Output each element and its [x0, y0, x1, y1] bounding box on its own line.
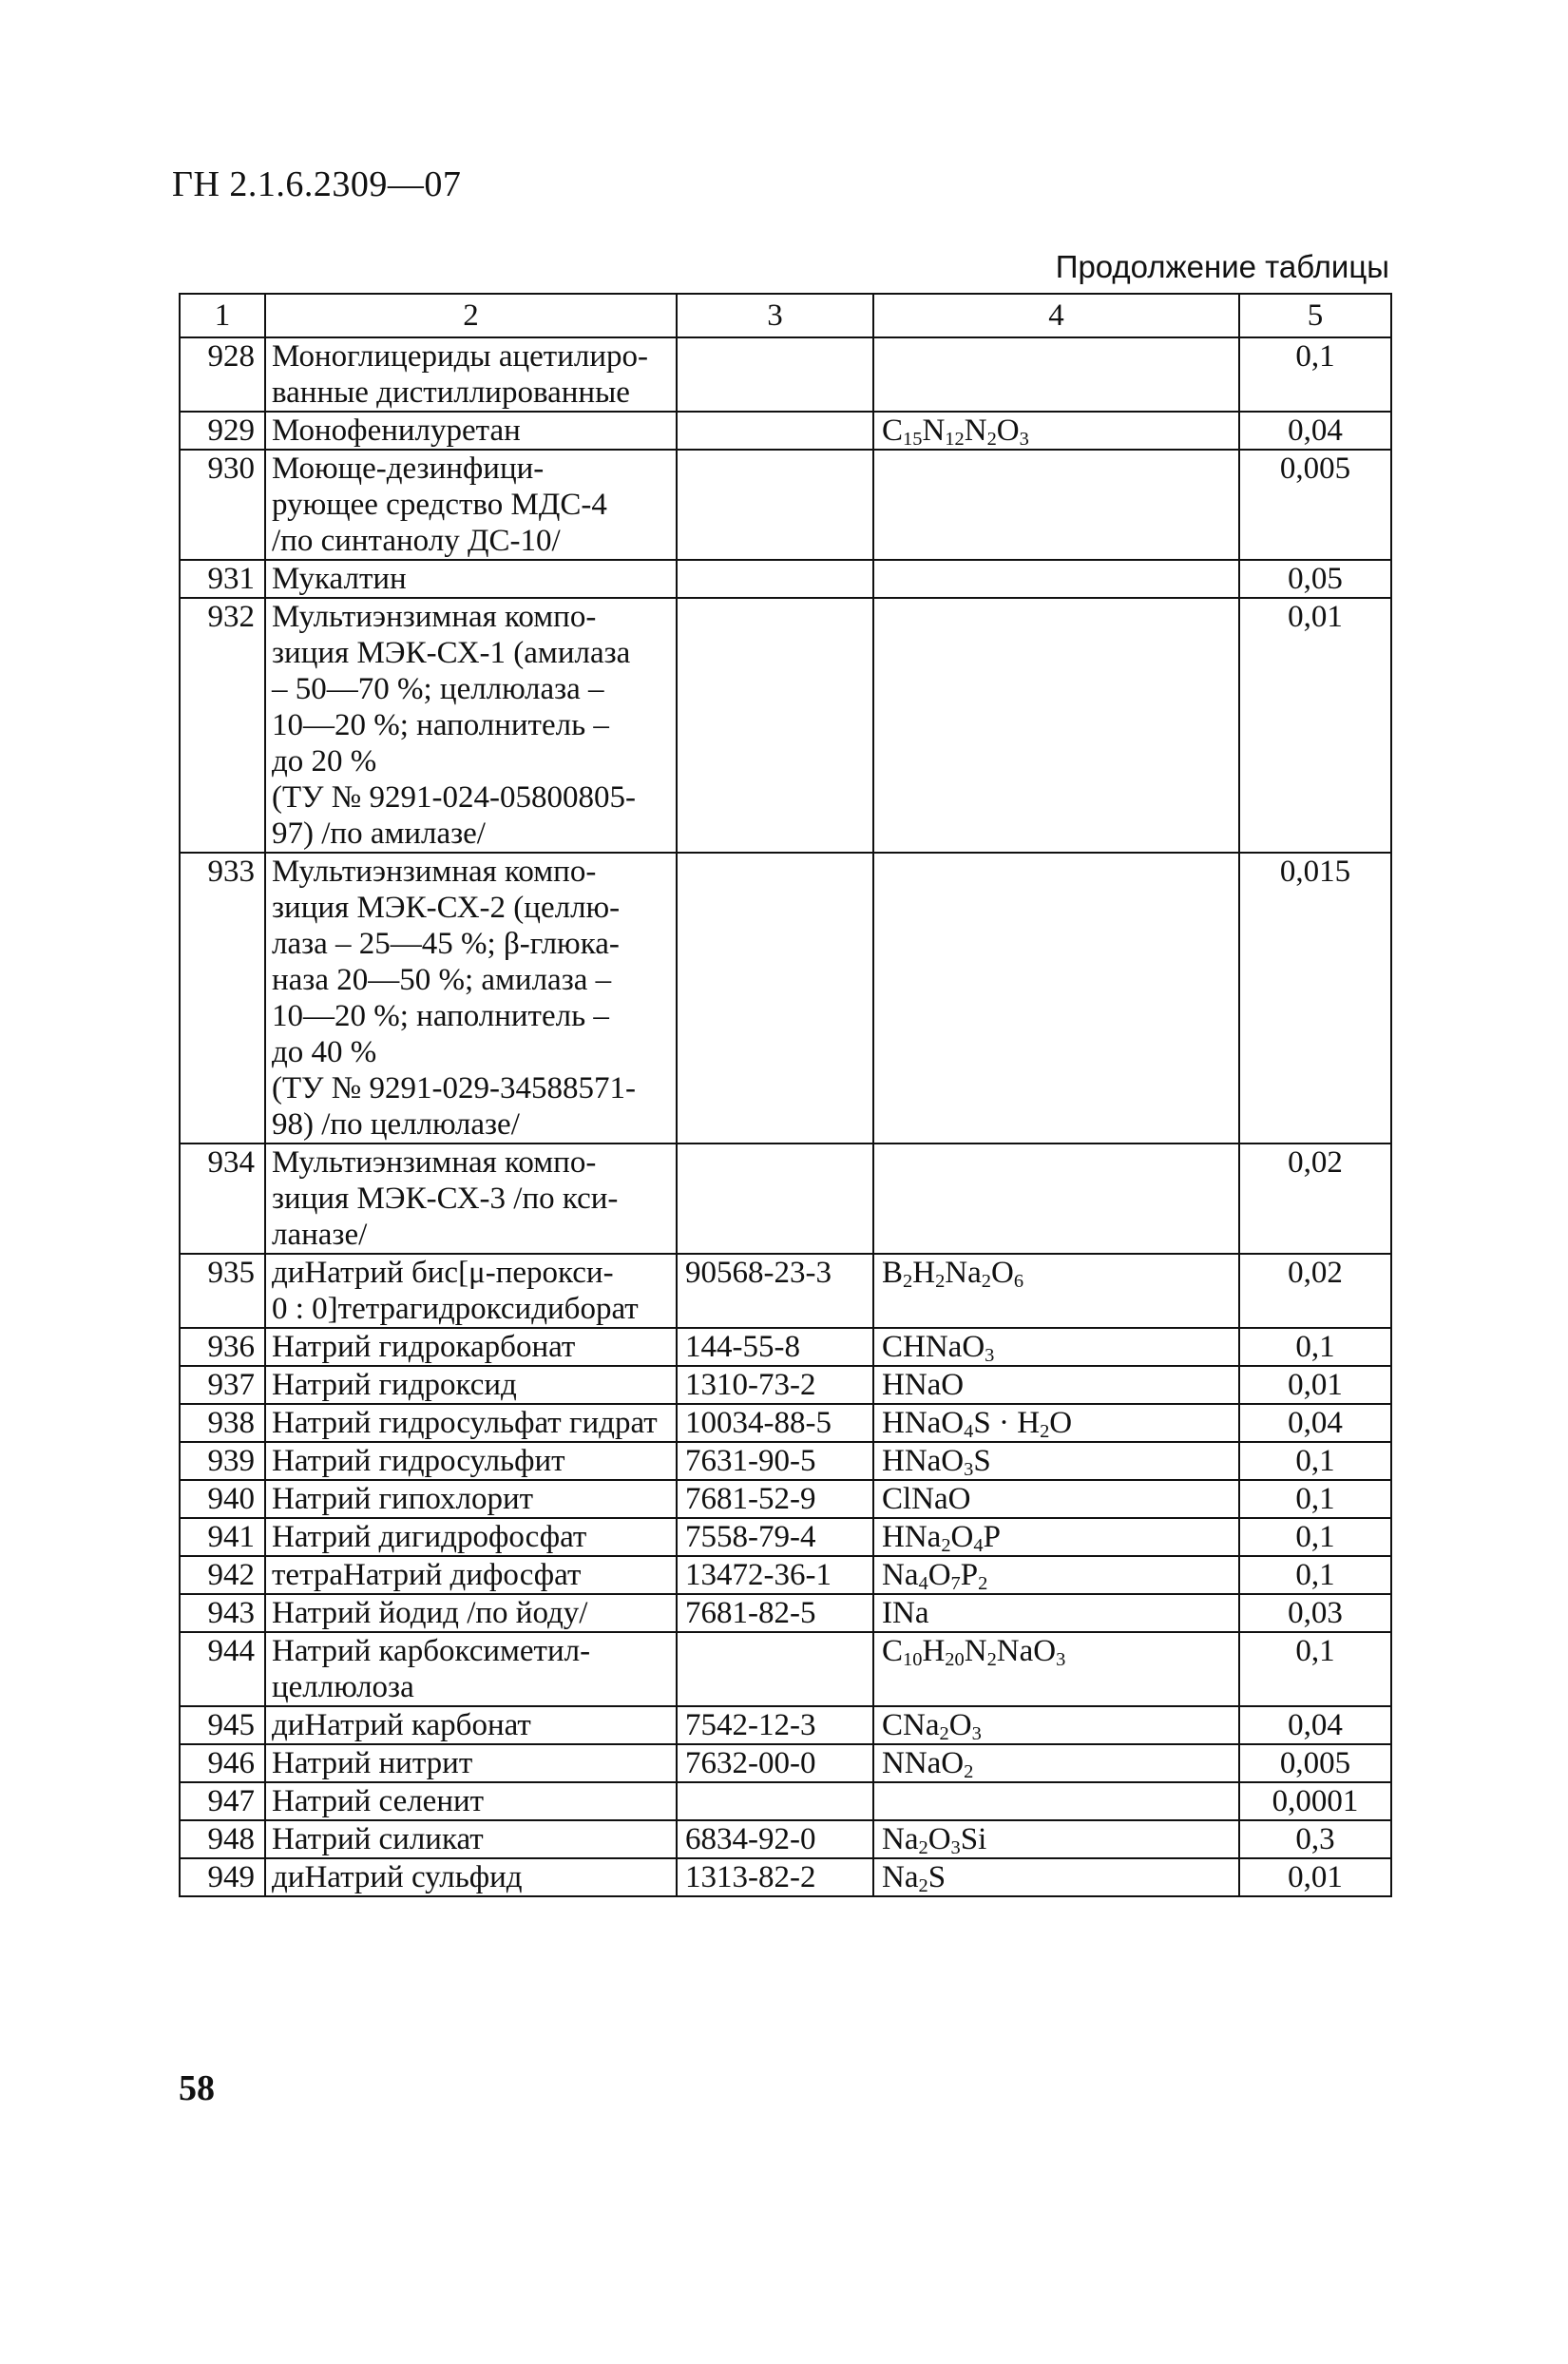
limit-value-cell: 0,03	[1239, 1594, 1391, 1632]
formula-subscript: 4	[918, 1573, 928, 1594]
table-continuation-label: Продолжение таблицы	[1055, 249, 1389, 284]
column-header-2: 2	[265, 294, 677, 337]
formula-text: O	[950, 1520, 974, 1554]
formula-subscript: 10	[903, 1649, 923, 1671]
formula-text: ClNaO	[882, 1482, 971, 1516]
limit-value-cell: 0,04	[1239, 1706, 1391, 1744]
formula-subscript: 2	[978, 1573, 988, 1594]
table-row	[180, 1744, 1391, 1782]
formula-text: HNaO	[882, 1406, 965, 1440]
limit-value-cell: 0,1	[1239, 1328, 1391, 1366]
formula-text: O	[948, 1708, 972, 1742]
cas-number-cell	[677, 853, 873, 1144]
formula-cell	[873, 1404, 1239, 1442]
cas-number-cell: 1310-73-2	[677, 1366, 873, 1404]
cas-number-cell	[677, 598, 873, 853]
formula-cell	[873, 1782, 1239, 1820]
cas-number-cell: 7632-00-0	[677, 1744, 873, 1782]
formula-text: CNa	[882, 1708, 940, 1742]
formula-cell	[873, 1480, 1239, 1518]
limit-value-cell: 0,02	[1239, 1144, 1391, 1254]
formula-subscript: 15	[903, 429, 923, 450]
substance-name-cell: Натрий гидроксид	[265, 1366, 677, 1404]
substance-name-cell: Натрий гидрокарбонат	[265, 1328, 677, 1366]
formula-text: HNaO	[882, 1444, 965, 1478]
column-header-1: 1	[180, 294, 265, 337]
cas-number-cell: 90568-23-3	[677, 1254, 873, 1328]
table-row	[180, 1632, 1391, 1706]
formula-cell	[873, 1442, 1239, 1480]
cas-number-cell	[677, 412, 873, 450]
formula-cell	[873, 853, 1239, 1144]
cas-number-cell: 10034-88-5	[677, 1404, 873, 1442]
formula-cell	[873, 1254, 1239, 1328]
formula-text: P	[983, 1520, 1001, 1554]
substance-name-cell: Моюще-дезинфици- рующее средство МДС-4 /по синтанолу ДС-10/	[265, 450, 677, 560]
row-number-cell: 946	[180, 1744, 265, 1782]
limit-value-cell: 0,01	[1239, 1858, 1391, 1896]
formula-text: O	[996, 413, 1020, 448]
substance-name-cell: Натрий селенит	[265, 1782, 677, 1820]
column-header-4: 4	[873, 294, 1239, 337]
header-row	[180, 294, 1391, 337]
row-number-cell: 936	[180, 1328, 265, 1366]
row-number-cell: 938	[180, 1404, 265, 1442]
formula-text: O	[1049, 1406, 1073, 1440]
formula-cell	[873, 1366, 1239, 1404]
row-number-cell: 928	[180, 337, 265, 412]
row-number-cell: 935	[180, 1254, 265, 1328]
substance-name-cell: диНатрий сульфид	[265, 1858, 677, 1896]
row-number-cell: 942	[180, 1556, 265, 1594]
formula-subscript: 7	[950, 1573, 961, 1594]
row-number-cell: 940	[180, 1480, 265, 1518]
substance-name-cell: Натрий дигидрофосфат	[265, 1518, 677, 1556]
table-row	[180, 598, 1391, 853]
substance-name-cell: Натрий йодид /по йоду/	[265, 1594, 677, 1632]
formula-subscript: 3	[1019, 429, 1029, 450]
page-number: 58	[179, 2068, 215, 2108]
formula-text: O	[927, 1558, 951, 1592]
table-row	[180, 337, 1391, 412]
limit-value-cell: 0,3	[1239, 1820, 1391, 1858]
row-number-cell: 930	[180, 450, 265, 560]
formula-cell	[873, 1328, 1239, 1366]
cas-number-cell: 7681-82-5	[677, 1594, 873, 1632]
formula-text: Na	[882, 1822, 919, 1856]
formula-subscript: 2	[981, 1271, 991, 1293]
row-number-cell: 931	[180, 560, 265, 598]
formula-text: HNaO	[882, 1368, 965, 1402]
substance-name-cell: диНатрий карбонат	[265, 1706, 677, 1744]
limit-value-cell: 0,1	[1239, 1632, 1391, 1706]
row-number-cell: 932	[180, 598, 265, 853]
substance-name-cell: Натрий гидросульфит	[265, 1442, 677, 1480]
limit-value-cell: 0,01	[1239, 598, 1391, 853]
cas-number-cell: 7681-52-9	[677, 1480, 873, 1518]
table-row	[180, 1366, 1391, 1404]
limit-value-cell: 0,1	[1239, 1480, 1391, 1518]
formula-subscript: 2	[918, 1875, 928, 1896]
limit-value-cell: 0,1	[1239, 1442, 1391, 1480]
formula-subscript: 4	[973, 1535, 984, 1556]
substances-table	[179, 293, 1392, 1897]
formula-text: Na	[945, 1256, 982, 1290]
cas-number-cell: 6834-92-0	[677, 1820, 873, 1858]
substance-name-cell: Натрий гидросульфат гидрат	[265, 1404, 677, 1442]
table-row	[180, 1556, 1391, 1594]
table-row	[180, 1328, 1391, 1366]
formula-subscript: 2	[935, 1271, 946, 1293]
limit-value-cell: 0,1	[1239, 1556, 1391, 1594]
formula-cell	[873, 560, 1239, 598]
substance-name-cell: Натрий силикат	[265, 1820, 677, 1858]
limit-value-cell: 0,005	[1239, 450, 1391, 560]
table-row	[180, 1858, 1391, 1896]
limit-value-cell: 0,05	[1239, 560, 1391, 598]
formula-subscript: 2	[1040, 1421, 1050, 1442]
cas-number-cell: 144-55-8	[677, 1328, 873, 1366]
substance-name-cell: Мукалтин	[265, 560, 677, 598]
substance-name-cell: Натрий нитрит	[265, 1744, 677, 1782]
row-number-cell: 943	[180, 1594, 265, 1632]
formula-subscript: 2	[939, 1723, 949, 1744]
table-row	[180, 1518, 1391, 1556]
formula-cell	[873, 1144, 1239, 1254]
cas-number-cell: 13472-36-1	[677, 1556, 873, 1594]
row-number-cell: 945	[180, 1706, 265, 1744]
formula-cell	[873, 1518, 1239, 1556]
row-number-cell: 933	[180, 853, 265, 1144]
formula-subscript: 6	[1013, 1271, 1024, 1293]
table-row	[180, 1820, 1391, 1858]
formula-subscript: 3	[950, 1837, 961, 1858]
limit-value-cell: 0,04	[1239, 1404, 1391, 1442]
formula-subscript: 2	[986, 429, 997, 450]
formula-text: C	[882, 1634, 904, 1668]
table-header	[180, 294, 1391, 337]
formula-subscript: 3	[985, 1345, 995, 1366]
table-row	[180, 1442, 1391, 1480]
table-row	[180, 412, 1391, 450]
formula-text: HNa	[882, 1520, 942, 1554]
limit-value-cell: 0,1	[1239, 337, 1391, 412]
cas-number-cell	[677, 337, 873, 412]
formula-cell	[873, 1556, 1239, 1594]
table-row	[180, 1594, 1391, 1632]
substance-name-cell: Мультиэнзимная компо- зиция МЭК-СХ-3 /по кси- ланазе/	[265, 1144, 677, 1254]
formula-text: H	[922, 1634, 946, 1668]
cas-number-cell	[677, 1782, 873, 1820]
cas-number-cell: 7631-90-5	[677, 1442, 873, 1480]
formula-text: S	[973, 1444, 991, 1478]
limit-value-cell: 0,04	[1239, 412, 1391, 450]
formula-text: O	[927, 1822, 951, 1856]
substance-name-cell: Мультиэнзимная компо- зиция МЭК-СХ-1 (амилаза – 50—70 %; целлюлаза – 10—20 %; наполнитель – до 20 % (ТУ № 9291-024-05800805- 97) /по амилазе/	[265, 598, 677, 853]
formula-subscript: 3	[971, 1723, 982, 1744]
table-row	[180, 560, 1391, 598]
table-row	[180, 450, 1391, 560]
cas-number-cell: 7542-12-3	[677, 1706, 873, 1744]
formula-subscript: 2	[964, 1761, 974, 1782]
cas-number-cell	[677, 1632, 873, 1706]
substance-name-cell: Мультиэнзимная компо- зиция МЭК-СХ-2 (целлю- лаза – 25—45 %; β-глюка- наза 20—50 %; амилаза – 10—20 %; наполнитель – до 40 % (ТУ № 9291-029-34588571- 98) /по целлюлазе/	[265, 853, 677, 1144]
cas-number-cell	[677, 450, 873, 560]
table-row	[180, 1480, 1391, 1518]
formula-text: NNaO	[882, 1746, 965, 1780]
column-header-5: 5	[1239, 294, 1391, 337]
formula-subscript: 20	[945, 1649, 965, 1671]
cas-number-cell	[677, 560, 873, 598]
formula-cell	[873, 412, 1239, 450]
limit-value-cell: 0,015	[1239, 853, 1391, 1144]
formula-cell	[873, 450, 1239, 560]
row-number-cell: 929	[180, 412, 265, 450]
table-row	[180, 1782, 1391, 1820]
formula-cell	[873, 1594, 1239, 1632]
row-number-cell: 937	[180, 1366, 265, 1404]
substance-name-cell: Натрий гипохлорит	[265, 1480, 677, 1518]
formula-cell	[873, 1632, 1239, 1706]
formula-subscript: 3	[964, 1459, 974, 1480]
formula-subscript: 2	[986, 1649, 997, 1671]
formula-cell	[873, 1706, 1239, 1744]
table-row	[180, 853, 1391, 1144]
cas-number-cell: 1313-82-2	[677, 1858, 873, 1896]
formula-text: N	[964, 1634, 987, 1668]
column-header-3: 3	[677, 294, 873, 337]
table-row	[180, 1706, 1391, 1744]
document-code: ГН 2.1.6.2309—07	[172, 164, 462, 204]
formula-cell	[873, 1858, 1239, 1896]
formula-cell	[873, 1744, 1239, 1782]
limit-value-cell: 0,1	[1239, 1518, 1391, 1556]
table-row	[180, 1144, 1391, 1254]
formula-text: Na	[882, 1558, 919, 1592]
formula-subscript: 2	[903, 1271, 913, 1293]
limit-value-cell: 0,0001	[1239, 1782, 1391, 1820]
table-row	[180, 1254, 1391, 1328]
table-body	[180, 337, 1391, 1896]
row-number-cell: 949	[180, 1858, 265, 1896]
row-number-cell: 941	[180, 1518, 265, 1556]
formula-text: N	[964, 413, 987, 448]
substance-name-cell: диНатрий бис[μ-перокси- 0 : 0]тетрагидроксидиборат	[265, 1254, 677, 1328]
formula-text: N	[922, 413, 946, 448]
formula-text: INa	[882, 1596, 929, 1630]
cas-number-cell: 7558-79-4	[677, 1518, 873, 1556]
table-row	[180, 1404, 1391, 1442]
formula-text: P	[960, 1558, 979, 1592]
cas-number-cell	[677, 1144, 873, 1254]
formula-cell	[873, 337, 1239, 412]
formula-text: Si	[960, 1822, 987, 1856]
substance-name-cell: Моноглицериды ацетилиро- ванные дистиллированные	[265, 337, 677, 412]
formula-text: S	[927, 1860, 947, 1894]
row-number-cell: 948	[180, 1820, 265, 1858]
formula-text: H	[912, 1256, 936, 1290]
limit-value-cell: 0,01	[1239, 1366, 1391, 1404]
formula-text: B	[882, 1256, 904, 1290]
row-number-cell: 934	[180, 1144, 265, 1254]
formula-cell	[873, 598, 1239, 853]
formula-subscript: 4	[964, 1421, 974, 1442]
formula-cell	[873, 1820, 1239, 1858]
formula-text: O	[991, 1256, 1014, 1290]
row-number-cell: 939	[180, 1442, 265, 1480]
formula-text: C	[882, 413, 904, 448]
formula-subscript: 3	[1056, 1649, 1066, 1671]
formula-text: Na	[882, 1860, 919, 1894]
formula-text: NaO	[996, 1634, 1057, 1668]
formula-subscript: 12	[945, 429, 965, 450]
formula-subscript: 2	[918, 1837, 928, 1858]
limit-value-cell: 0,02	[1239, 1254, 1391, 1328]
row-number-cell: 947	[180, 1782, 265, 1820]
substance-name-cell: Натрий карбоксиметил- целлюлоза	[265, 1632, 677, 1706]
substance-name-cell: Монофенилуретан	[265, 412, 677, 450]
formula-text: S · H	[973, 1406, 1041, 1440]
formula-text: CHNaO	[882, 1330, 985, 1364]
substance-name-cell: тетраНатрий дифосфат	[265, 1556, 677, 1594]
limit-value-cell: 0,005	[1239, 1744, 1391, 1782]
row-number-cell: 944	[180, 1632, 265, 1706]
formula-subscript: 2	[941, 1535, 951, 1556]
